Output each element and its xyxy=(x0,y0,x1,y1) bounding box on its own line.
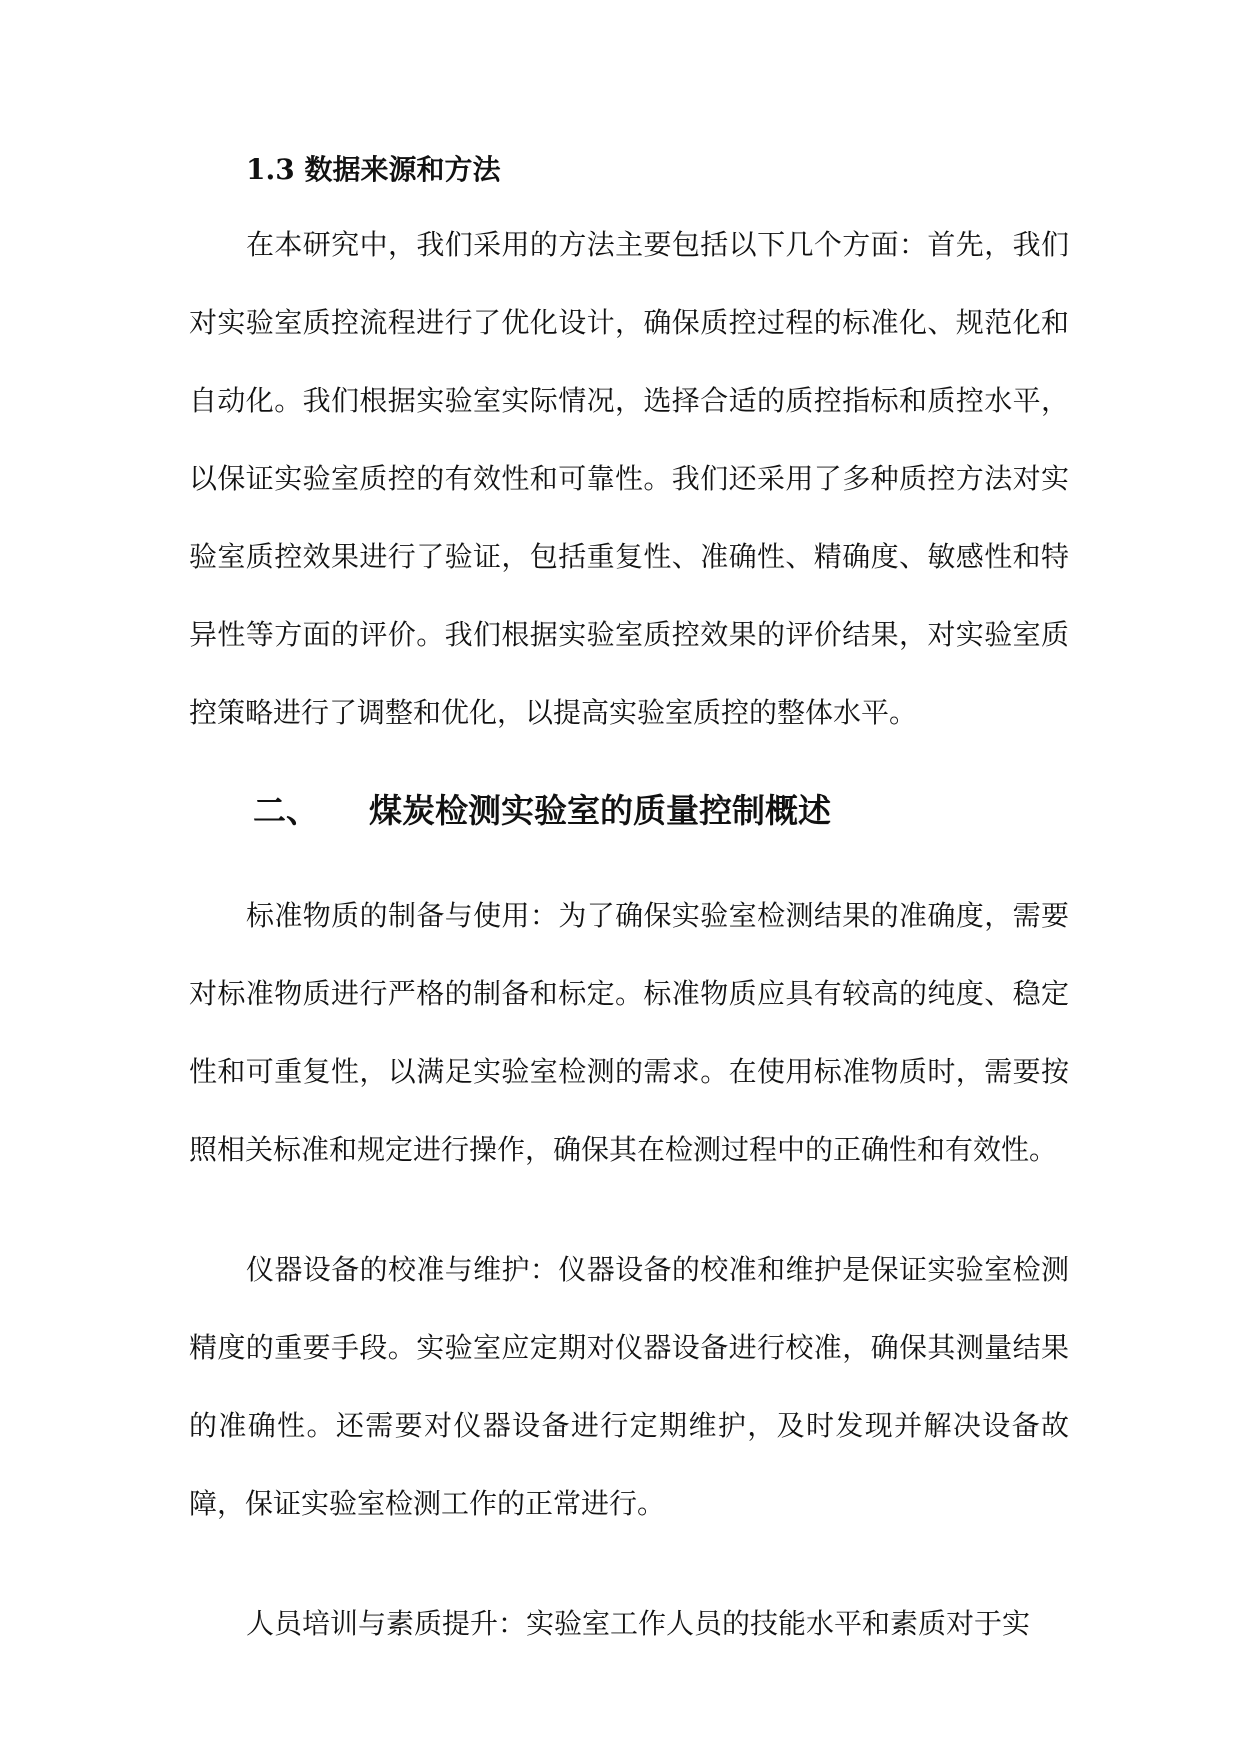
chapter-title: 煤炭检测实验室的质量控制概述 xyxy=(369,791,831,830)
paragraph-personnel-training: 人员培训与素质提升：实验室工作人员的技能水平和素质对于实 xyxy=(246,1607,1031,1640)
paragraph-standard-materials: 标准物质的制备与使用：为了确保实验室检测结果的准确度，需要对标准物质进行严格的制备和标定。标准物质应具有较高的纯度、稳定性和可重复性，以满足实验室检测的需求。在使用标准物质时，需要按照相关标准和规定进行操作，确保其在检测过程中的正确性和有效性。 xyxy=(189,899,1069,1166)
chapter-heading-2 xyxy=(253,787,831,835)
section-heading-1-3: 1.3 数据来源和方法 xyxy=(246,153,501,186)
chapter-number: 二、 xyxy=(253,791,319,830)
paragraph-instrument-calibration: 仪器设备的校准与维护：仪器设备的校准和维护是保证实验室检测精度的重要手段。实验室应定期对仪器设备进行校准，确保其测量结果的准确性。还需要对仪器设备进行定期维护，及时发现并解决设备故障，保证实验室检测工作的正常进行。 xyxy=(189,1253,1069,1520)
paragraph-methods: 在本研究中，我们采用的方法主要包括以下几个方面：首先，我们对实验室质控流程进行了优化设计，确保质控过程的标准化、规范化和自动化。我们根据实验室实际情况，选择合适的质控指标和质控水平，以保证实验室质控的有效性和可靠性。我们还采用了多种质控方法对实验室质控效果进行了验证，包括重复性、准确性、精确度、敏感性和特异性等方面的评价。我们根据实验室质控效果的评价结果，对实验室质控策略进行了调整和优化，以提高实验室质控的整体水平。 xyxy=(189,228,1069,729)
